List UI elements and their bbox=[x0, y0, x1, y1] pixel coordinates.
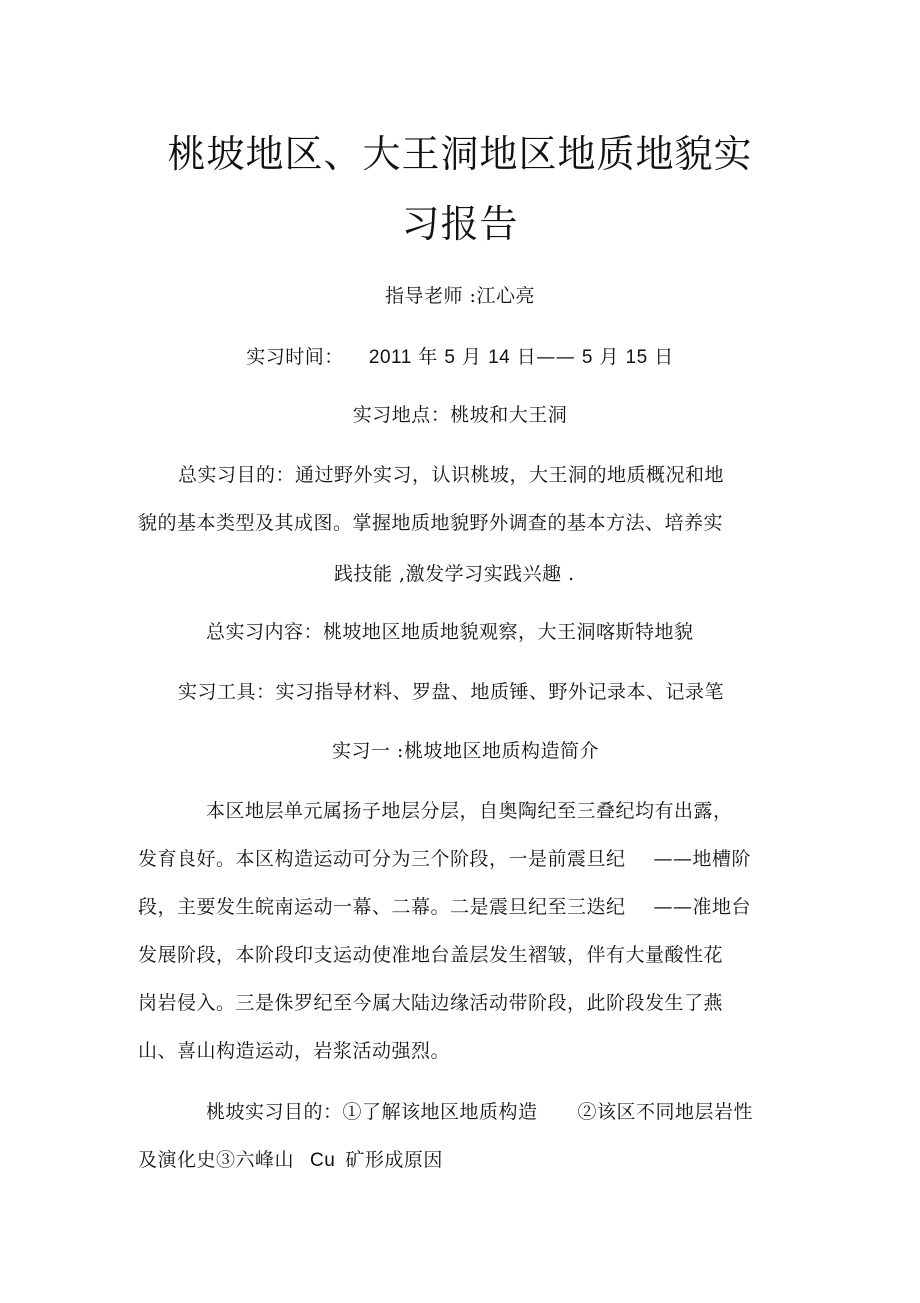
report-title-line-1: 桃坡地区、大王洞地区地质地貌实 bbox=[167, 132, 753, 176]
time-start-month: 5 bbox=[444, 347, 456, 368]
purpose-line-3: 践技能 ,激发学习实践兴趣 . bbox=[334, 563, 575, 585]
paragraph-2-line-2-end: 矿形成原因 bbox=[345, 1149, 443, 1171]
paragraph-1-line-3-text: 段，主要发生皖南运动一幕、二幕。二是震旦纪至三迭纪 bbox=[138, 896, 626, 918]
paragraph-2-line-2-text: 及演化史③六峰山 bbox=[138, 1149, 295, 1171]
paragraph-1-line-2-dash: ——地槽阶 bbox=[653, 848, 752, 870]
paragraph-1-line-6: 山、喜山构造运动，岩浆活动强烈。 bbox=[138, 1040, 451, 1062]
advisor-line: 指导老师 :江心亮 bbox=[385, 285, 535, 307]
paragraph-1-line-4: 发展阶段，本阶段印支运动使准地台盖层发生褶皱，伴有大量酸性花 bbox=[138, 944, 724, 966]
paragraph-2-line-1-item-2: ②该区不同地层岩性 bbox=[577, 1101, 754, 1123]
time-year-unit: 年 bbox=[418, 346, 438, 368]
time-end-month: 5 bbox=[581, 347, 593, 368]
time-month-unit-2: 月 bbox=[599, 346, 619, 368]
time-line bbox=[0, 345, 920, 370]
purpose-line-1: 总实习目的：通过野外实习，认识桃坡，大王洞的地质概况和地 bbox=[178, 464, 725, 486]
paragraph-2-line-1 bbox=[206, 1100, 753, 1124]
time-day-unit-1: 日—— bbox=[516, 346, 576, 368]
time-label: 实习时间： bbox=[246, 346, 344, 368]
purpose-line-2: 貌的基本类型及其成图。掌握地质地貌野外调查的基本方法、培养实 bbox=[138, 512, 724, 534]
time-start-day: 14 bbox=[488, 347, 511, 368]
paragraph-2-line-2 bbox=[138, 1148, 443, 1173]
paragraph-2-line-1-text: 桃坡实习目的：①了解该地区地质构造 bbox=[206, 1101, 538, 1123]
time-end-day: 15 bbox=[625, 347, 648, 368]
section-1-title: 实习一 :桃坡地区地质构造简介 bbox=[332, 740, 599, 762]
tools-line: 实习工具：实习指导材料、罗盘、地质锤、野外记录本、记录笔 bbox=[178, 681, 725, 703]
time-year: 2011 bbox=[368, 347, 412, 368]
content-line: 总实习内容：桃坡地区地质地貌观察，大王洞喀斯特地貌 bbox=[206, 621, 694, 643]
time-month-unit-1: 月 bbox=[462, 346, 482, 368]
paragraph-1-line-5: 岗岩侵入。三是侏罗纪至今属大陆边缘活动带阶段，此阶段发生了燕 bbox=[138, 992, 724, 1014]
copper-symbol: Cu bbox=[310, 1150, 336, 1171]
paragraph-1-line-3-dash: ——准地台 bbox=[653, 896, 752, 918]
report-title-line-2: 习报告 bbox=[401, 202, 519, 246]
paragraph-1-line-1: 本区地层单元属扬子地层分层，自奥陶纪至三叠纪均有出露， bbox=[206, 800, 733, 822]
location-line: 实习地点：桃坡和大王洞 bbox=[352, 404, 568, 426]
paragraph-1-line-2-text: 发育良好。本区构造运动可分为三个阶段，一是前震旦纪 bbox=[138, 848, 626, 870]
paragraph-1-line-2 bbox=[138, 847, 751, 871]
time-day-unit-2: 日 bbox=[654, 346, 674, 368]
paragraph-1-line-3 bbox=[138, 895, 751, 919]
